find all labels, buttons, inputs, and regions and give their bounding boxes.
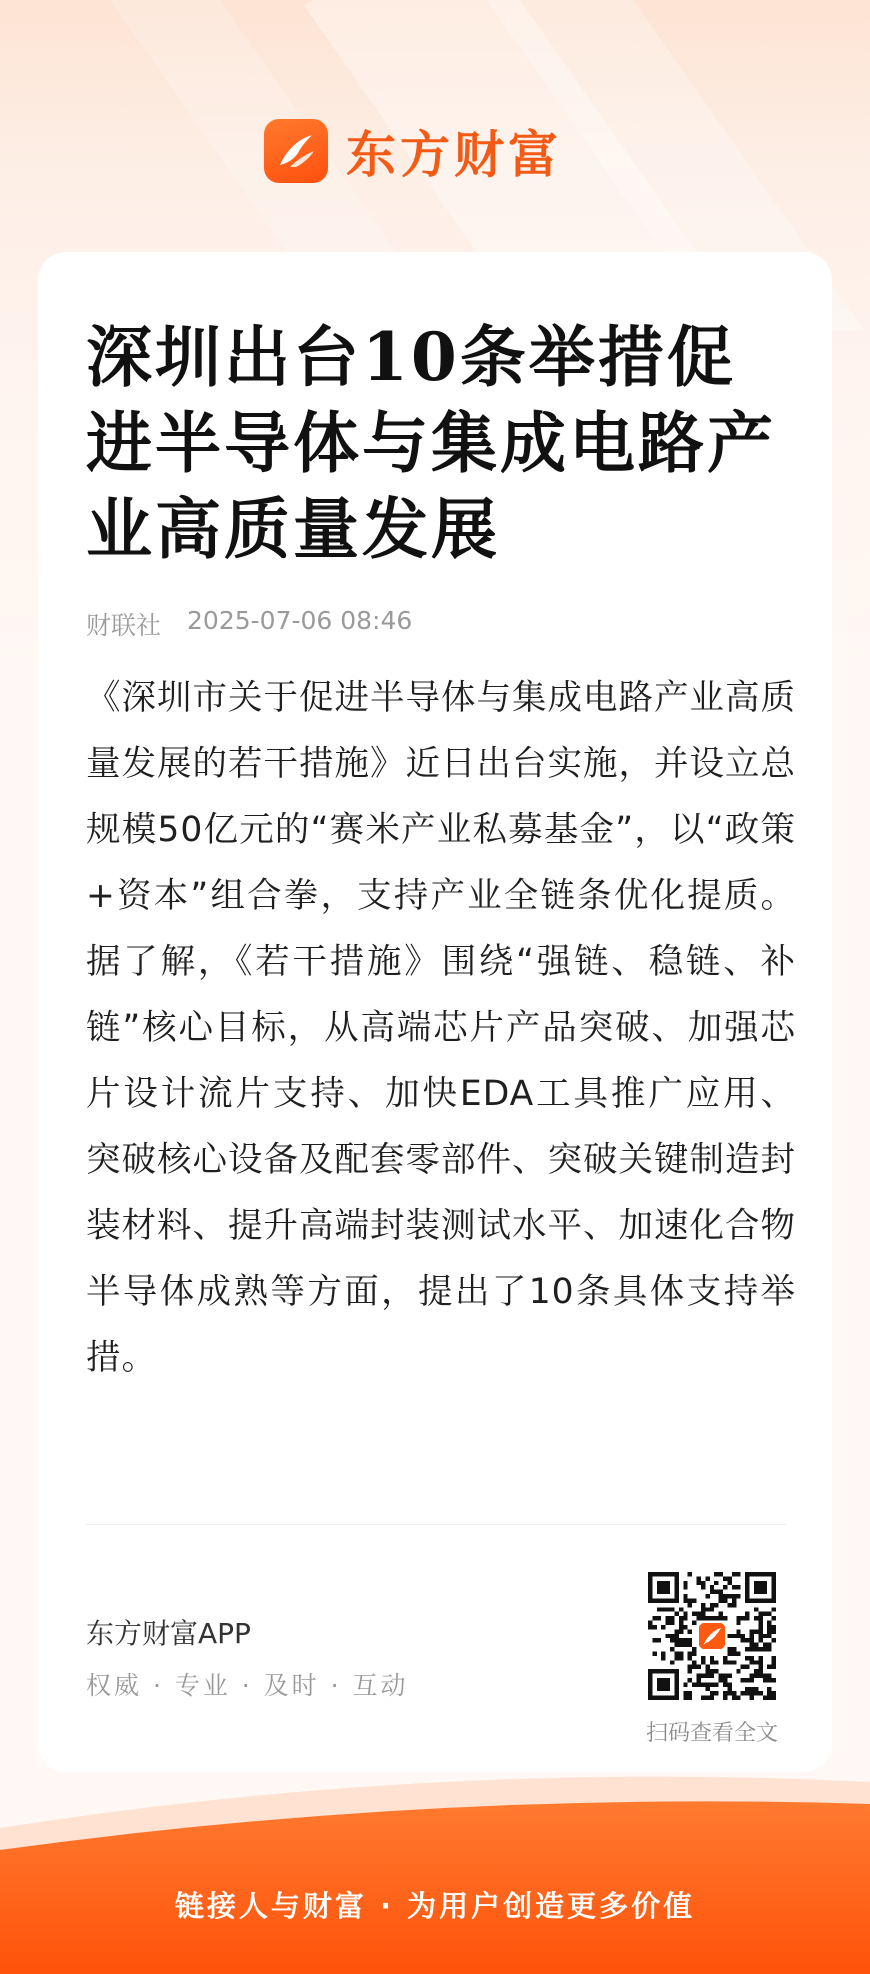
article-source: 财联社 [86,611,162,640]
article-meta [86,606,412,642]
article-body: 《深圳市关于促进半导体与集成电路产业高质量发展的若干措施》近日出台实施，并设立总规模50亿元的“赛米产业私募基金”，以“政策+资本”组合拳，支持产业全链条优化提质。据了解，《若干措施》围绕“强链、稳链、补链”核心目标，从高端芯片产品突破、加强芯片设计流片支持、加快EDA工具推广应用、突破核心设备及配套零部件、突破关键制造封装材料、提升高端封装测试水平、加速化合物半导体成熟等方面，提出了10条具体支持举措。 [86,678,796,1378]
footer-band [0,1770,870,1974]
eastmoney-logo-icon [264,119,328,183]
qr-code-icon[interactable] [648,1572,776,1700]
qr-caption: 扫码查看全文 [646,1721,779,1746]
footer-tagline: 链接人与财富 · 为用户创造更多价值 [174,1889,696,1923]
divider [86,1524,786,1525]
brand-name: 东方财富 [346,126,562,184]
app-name: 东方财富APP [86,1617,251,1650]
brand-header [264,118,562,184]
article-title: 深圳出台10条举措促进半导体与集成电路产业高质量发展 [86,318,776,568]
article-datetime: 2025-07-06 08:46 [187,606,413,635]
article-card [38,252,832,1772]
app-slogan: 权威 · 专业 · 及时 · 互动 [86,1671,409,1700]
